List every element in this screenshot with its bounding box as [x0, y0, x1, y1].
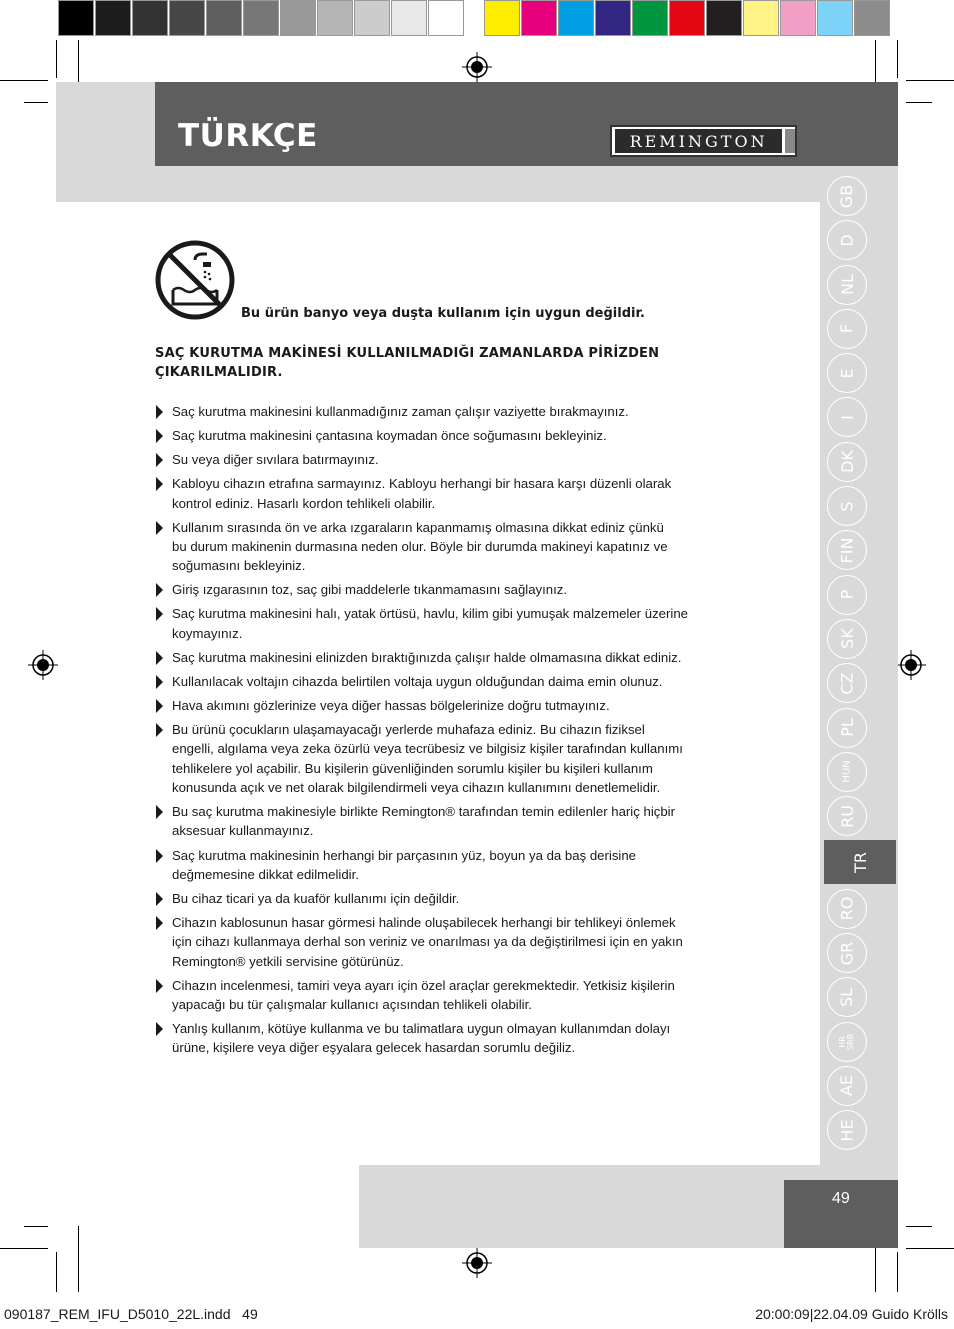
language-tab-sl[interactable] — [827, 977, 867, 1017]
language-tab-s[interactable] — [827, 486, 867, 526]
language-tab-pl[interactable] — [827, 708, 867, 748]
language-code: HR SRB — [838, 1033, 855, 1050]
list-item-line: Yanlış kullanım, kötüye kullanma ve bu talimatlara uygun olmayan kullanımdan dolayı — [172, 1021, 671, 1037]
crop-mark — [78, 1226, 79, 1292]
color-swatch — [632, 0, 668, 36]
safety-heading — [155, 344, 795, 382]
color-swatch — [243, 0, 279, 36]
language-tab-fin[interactable] — [827, 530, 867, 570]
list-item — [155, 976, 775, 1015]
list-item — [155, 450, 775, 469]
list-item — [155, 474, 775, 513]
list-item-line: aksesuar kullanmayınız. — [172, 823, 314, 839]
footer-timestamp: 20:00:09|22.04.09 Guido Krölls — [755, 1306, 948, 1322]
brand-name: REMINGTON — [615, 129, 782, 153]
language-tabs — [825, 176, 869, 1155]
language-code: TR — [850, 852, 870, 873]
list-item-line: Hava akımını gözlerinize veya diğer hassas bölgelerinize doğru tutmayınız. — [172, 698, 610, 714]
crop-mark — [56, 40, 57, 78]
list-item-line: Kabloyu cihazın etrafına sarmayınız. Kabloyu herhangi bir hasara karşı düzenli olarak — [172, 476, 672, 492]
language-tab-dk[interactable] — [827, 442, 867, 482]
registration-mark-icon — [896, 650, 926, 680]
language-code: CZ — [837, 672, 857, 695]
crop-mark — [0, 80, 48, 81]
list-item — [155, 672, 775, 691]
color-swatch — [428, 0, 464, 36]
color-swatch — [484, 0, 520, 36]
language-tab-sk[interactable] — [827, 619, 867, 659]
list-item-line: konusunda açık ve net olarak bilgilendirmeli veya cihazın kullanımını denetlemelidir. — [172, 780, 661, 796]
list-item-line: Saç kurutma makinesinin herhangi bir parçasının yüz, boyun ya da baş derisine — [172, 847, 637, 863]
page-title: TÜRKÇE — [178, 118, 318, 154]
list-item — [155, 426, 775, 445]
color-swatch — [521, 0, 557, 36]
language-tab-nl[interactable] — [827, 265, 867, 305]
list-item-line: Cihazın kablosunun hasar görmesi halinde oluşabilecek herhangi bir tehlikeyi önlemek — [172, 914, 676, 930]
registration-mark-icon — [462, 1248, 492, 1278]
heading-line: ÇIKARILMALIDIR. — [155, 365, 283, 380]
crop-mark — [897, 40, 898, 78]
language-code: SL — [837, 987, 857, 1007]
list-item — [155, 913, 775, 971]
language-tab-he[interactable] — [827, 1110, 867, 1150]
language-tab-ru[interactable] — [827, 796, 867, 836]
color-swatch — [169, 0, 205, 36]
language-code: I — [837, 415, 857, 420]
color-swatch — [558, 0, 594, 36]
list-item-line: ürüne, kişilere veya diğer eşyalara gelecek hasardan sorumlu değiliz. — [172, 1040, 576, 1056]
language-code: SK — [837, 628, 857, 650]
list-item — [155, 648, 775, 667]
language-code: P — [837, 589, 857, 600]
list-item-line: tehlikelere yol açabilir. Bu kişilerin güvenliğinden sorumlu kişiler bu kişileri kullanım — [172, 760, 653, 776]
language-code: DK — [837, 450, 857, 474]
list-item-line: Cihazın incelenmesi, tamiri veya ayarı için özel araçlar gerekmektedir. Yetkisiz kişilerin — [172, 977, 675, 993]
language-tab-tr[interactable] — [824, 840, 896, 884]
crop-mark — [906, 1248, 954, 1249]
list-item-line: yapacağı bu tür çalışmalar kullanıcı açısından tehlikeli olabilir. — [172, 996, 532, 1012]
color-swatch — [595, 0, 631, 36]
list-item-line: Giriş ızgarasının toz, saç gibi maddelerle tıkanmamasını sağlayınız. — [172, 582, 568, 598]
language-code: GB — [837, 184, 857, 208]
list-item-line: için cihazı kullanmaya derhal son veriniz ve onarılması ya da değiştirilmesi için en yakın — [172, 934, 683, 950]
language-tab-ae[interactable] — [827, 1066, 867, 1106]
color-swatch — [669, 0, 705, 36]
color-swatch — [354, 0, 390, 36]
list-item-line: Saç kurutma makinesini halı, yatak örtüsü, havlu, kilim gibi yumuşak malzemeler üzerine — [172, 606, 688, 622]
language-tab-d[interactable] — [827, 220, 867, 260]
list-item-line: kontrol ediniz. Hasarlı kordon tehlikeli olabilir. — [172, 495, 436, 511]
color-swatch — [817, 0, 853, 36]
color-bar-process — [484, 0, 891, 38]
list-item — [155, 604, 775, 643]
list-item-line: Saç kurutma makinesini kullanmadığınız zaman çalışır vaziyette bırakmayınız. — [172, 404, 629, 419]
page-number: 49 — [832, 1190, 850, 1207]
header-grey-strip — [56, 166, 898, 202]
page-number-box — [784, 1180, 898, 1248]
color-swatch — [854, 0, 890, 36]
crop-mark — [56, 1252, 57, 1292]
language-tab-ro[interactable] — [827, 889, 867, 929]
safety-instructions-list — [155, 402, 775, 1062]
list-item-line: Remington® yetkili servisine götürünüz. — [172, 953, 404, 969]
crop-mark — [906, 1226, 932, 1227]
language-tab-gr[interactable] — [827, 933, 867, 973]
color-swatch — [743, 0, 779, 36]
registration-mark-icon — [28, 650, 58, 680]
list-item-line: Bu saç kurutma makinesiyle birlikte Remington® tarafından temin edilenler hariç hiçbir — [172, 804, 676, 820]
list-item — [155, 518, 775, 576]
color-bar-greys — [58, 0, 465, 38]
language-code: F — [837, 324, 857, 334]
color-swatch — [58, 0, 94, 36]
footer-file-info: 090187_REM_IFU_D5010_22L.indd 49 — [4, 1306, 258, 1322]
language-tab-cz[interactable] — [827, 663, 867, 703]
crop-mark — [906, 102, 932, 103]
list-item — [155, 720, 775, 797]
color-swatch — [391, 0, 427, 36]
list-item-line: Su veya diğer sıvılara batırmayınız. — [172, 452, 379, 468]
language-tab-gb[interactable] — [827, 176, 867, 216]
list-item-line: soğumasını bekleyiniz. — [172, 558, 306, 574]
list-item-line: değmemesine dikkat edilmelidir. — [172, 866, 359, 882]
language-tab-e[interactable] — [827, 353, 867, 393]
language-code: AE — [837, 1075, 857, 1097]
list-item-line: Saç kurutma makinesini çantasına koymadan önce soğumasını bekleyiniz. — [172, 428, 607, 444]
language-code: HE — [837, 1119, 857, 1142]
list-item-line: Kullanılacak voltajın cihazda belirtilen voltaja uygun olduğundan daima emin olunuz. — [172, 673, 663, 689]
crop-mark — [906, 80, 954, 81]
no-bath-shower-icon — [155, 240, 235, 320]
list-item — [155, 889, 775, 908]
language-code: E — [837, 368, 857, 379]
list-item — [155, 402, 775, 421]
language-code: GR — [837, 941, 857, 965]
list-item-line: bu durum makinenin durmasına neden olur. Böyle bir durumda makineyi kapatınız ve — [172, 538, 668, 554]
list-item-line: Saç kurutma makinesini elinizden bıraktığınızda çalışır halde olmamasına dikkat ediniz. — [172, 649, 682, 665]
color-swatch — [206, 0, 242, 36]
language-code: NL — [837, 274, 857, 296]
color-swatch — [780, 0, 816, 36]
color-swatch — [706, 0, 742, 36]
color-swatch — [132, 0, 168, 36]
color-swatch — [317, 0, 353, 36]
warning-text: Bu ürün banyo veya duşta kullanım için uygun değildir. — [241, 306, 645, 321]
remington-logo — [610, 125, 797, 157]
list-item-line: engelli, algılama veya zeka özürlü veya tecrübesiz ve bilgisiz kişiler tarafından kullanımı — [172, 741, 683, 757]
language-code: HUN — [841, 760, 853, 784]
language-code: FIN — [837, 537, 857, 564]
list-item-line: Bu cihaz ticari ya da kuaför kullanımı için değildir. — [172, 890, 460, 906]
list-item — [155, 846, 775, 885]
crop-mark — [897, 1252, 898, 1292]
language-tab-p[interactable] — [827, 575, 867, 615]
list-item — [155, 802, 775, 841]
list-item — [155, 696, 775, 715]
language-code: D — [837, 234, 857, 247]
crop-mark — [0, 1248, 48, 1249]
list-item-line: koymayınız. — [172, 625, 243, 641]
language-tab-f[interactable] — [827, 309, 867, 349]
color-swatch — [280, 0, 316, 36]
list-item-line: Bu ürünü çocukların ulaşamayacağı yerlerde muhafaza ediniz. Bu cihazın fiziksel — [172, 722, 645, 738]
registration-mark-icon — [462, 52, 492, 82]
crop-mark — [24, 1226, 48, 1227]
language-code: RU — [837, 804, 857, 828]
list-item-line: Kullanım sırasında ön ve arka ızgaraların kapanmamış olmasına dikkat ediniz çünkü — [172, 519, 664, 535]
language-tab-hr-srb[interactable] — [827, 1022, 867, 1062]
crop-mark — [24, 102, 48, 103]
list-item — [155, 580, 775, 599]
color-swatch — [95, 0, 131, 36]
language-tab-hun[interactable] — [827, 752, 867, 792]
list-item — [155, 1019, 775, 1058]
language-tab-i[interactable] — [827, 397, 867, 437]
heading-line: SAÇ KURUTMA MAKİNESİ KULLANILMADIĞI ZAMANLARDA PİRİZDEN — [155, 346, 660, 361]
language-code: S — [837, 501, 857, 512]
language-code: PL — [837, 718, 857, 737]
language-code: RO — [837, 896, 857, 921]
